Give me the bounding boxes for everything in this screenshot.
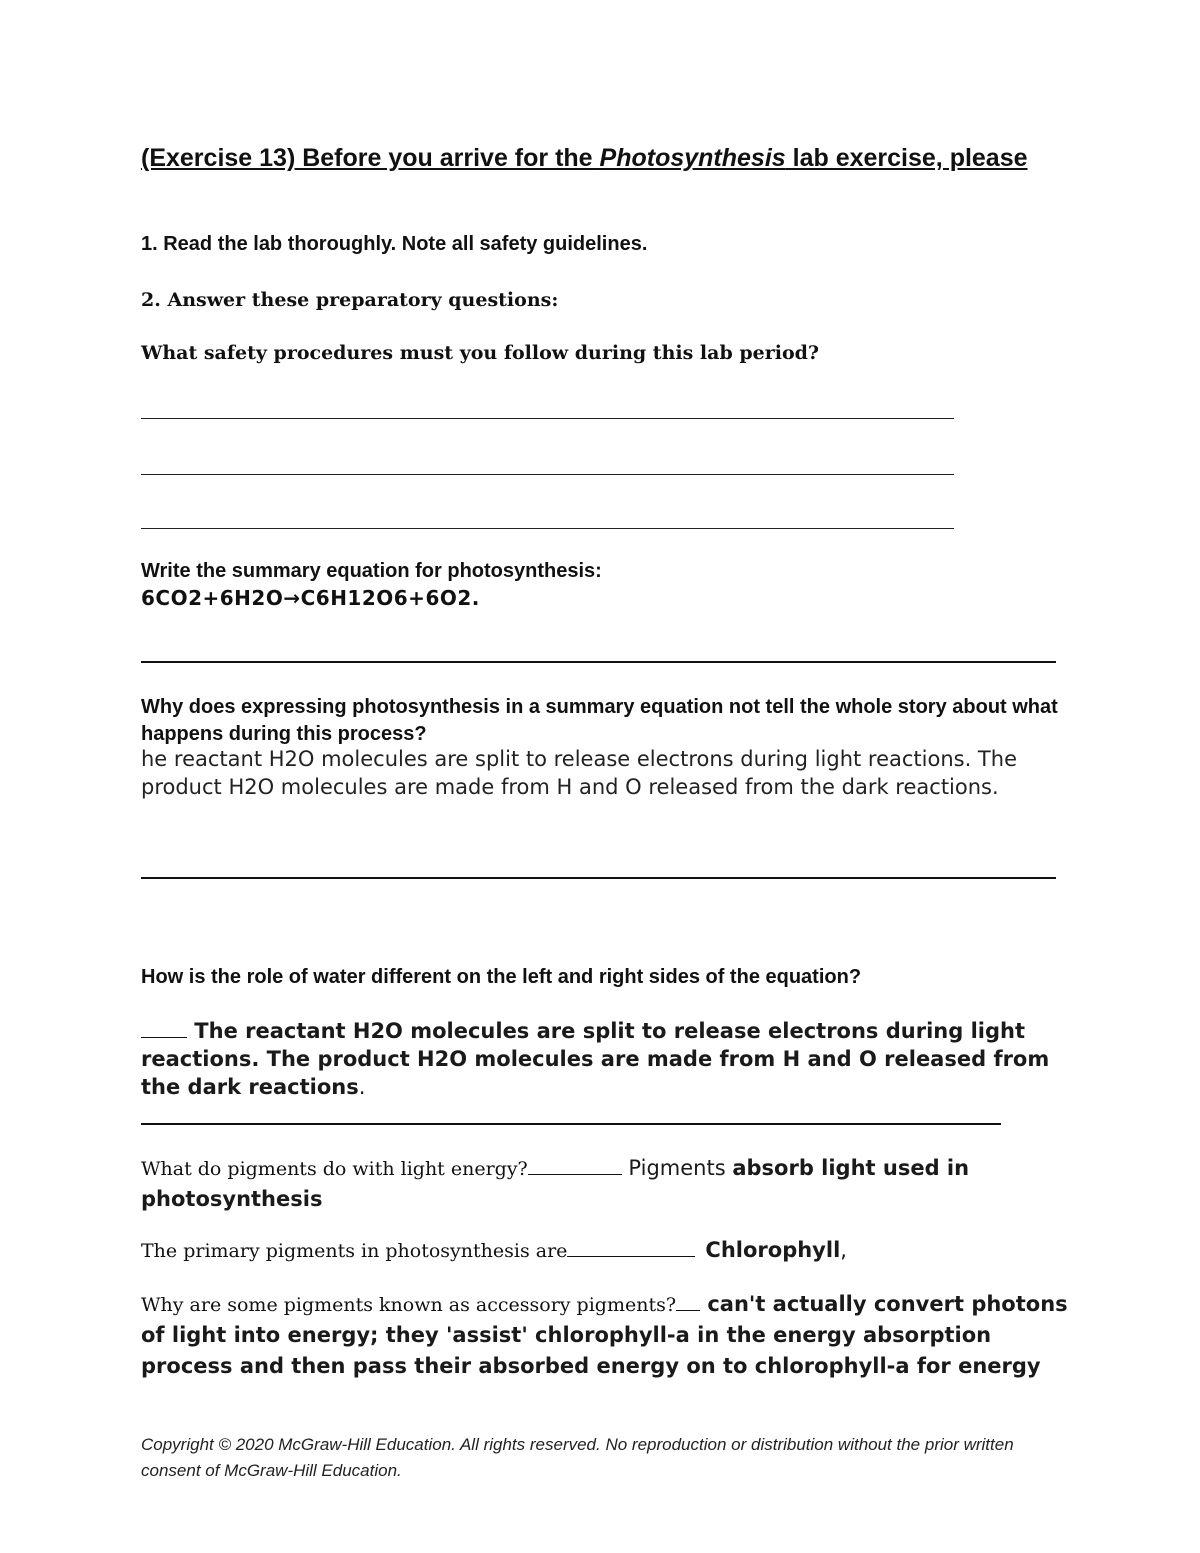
divider-line-2 [141, 877, 1056, 879]
primary-pigments-question-text: The primary pigments in photosynthesis are [141, 1240, 568, 1262]
whole-story-question: Why does expressing photosynthesis in a summary equation not tell the whole story about what happens during this process? [141, 696, 1058, 745]
title-text-2: lab exercise, please [785, 144, 1028, 172]
title-text-italic: Photosynthesis [599, 144, 786, 172]
equation-question: Write the summary equation for photosynthesis: [141, 560, 602, 582]
pigments-light-answer-bold: absorb light used in photosynthesis [141, 1156, 970, 1211]
equation-answer: 6CO2+6H2O→C6H12O6+6O2. [141, 586, 480, 610]
divider-line-3 [141, 1123, 1001, 1125]
pigments-light-answer-plain: Pigments [621, 1156, 733, 1180]
pigments-light-question [141, 1154, 1071, 1216]
water-role-answer-text: The reactant H2O molecules are split to release electrons during light reactions. The product H2O molecules are made from H and O released from the dark reactions [141, 1019, 1050, 1099]
answer-blank [676, 1292, 700, 1311]
answer-line-3 [141, 528, 954, 529]
pigments-light-question-text: What do pigments do with light energy? [141, 1158, 528, 1180]
answer-blank [528, 1156, 622, 1175]
accessory-pigments-question [141, 1290, 1071, 1383]
step-2: 2. Answer these preparatory questions: [141, 289, 559, 311]
water-role-question: How is the role of water different on the left and right sides of the equation? [141, 966, 862, 988]
accessory-pigments-answer: can't actually convert photons of light into energy; they 'assist' chlorophyll-a in the energy absorption process and then pass their absorbed energy on to chlorophyll-a for energy [141, 1292, 1068, 1378]
water-role-answer-end: . [358, 1075, 366, 1099]
divider-line-1 [141, 661, 1056, 663]
step-1: 1. Read the lab thoroughly. Note all safety guidelines. [141, 233, 648, 255]
primary-pigments-answer: Chlorophyll [705, 1238, 841, 1262]
primary-pigments-question [141, 1236, 847, 1267]
answer-blank [567, 1238, 695, 1257]
water-role-answer [141, 1017, 1071, 1101]
safety-question: What safety procedures must you follow during this lab period? [141, 342, 820, 364]
title-text-1: (Exercise 13) Before you arrive for the [141, 144, 600, 172]
primary-pigments-answer-end: , [840, 1238, 847, 1262]
whole-story-answer: he reactant H2O molecules are split to release electrons during light reactions. The product H2O molecules are made from H and O released from the dark reactions. [141, 747, 1017, 799]
answer-blank [141, 1019, 187, 1038]
answer-line-1 [141, 418, 954, 419]
accessory-pigments-question-text: Why are some pigments known as accessory pigments? [141, 1294, 677, 1316]
answer-line-2 [141, 474, 954, 475]
copyright-footer: Copyright © 2020 McGraw-Hill Education. All rights reserved. No reproduction or distribution without the prior written consent of McGraw-Hill Education. [141, 1435, 1014, 1480]
page-title [141, 142, 1061, 175]
